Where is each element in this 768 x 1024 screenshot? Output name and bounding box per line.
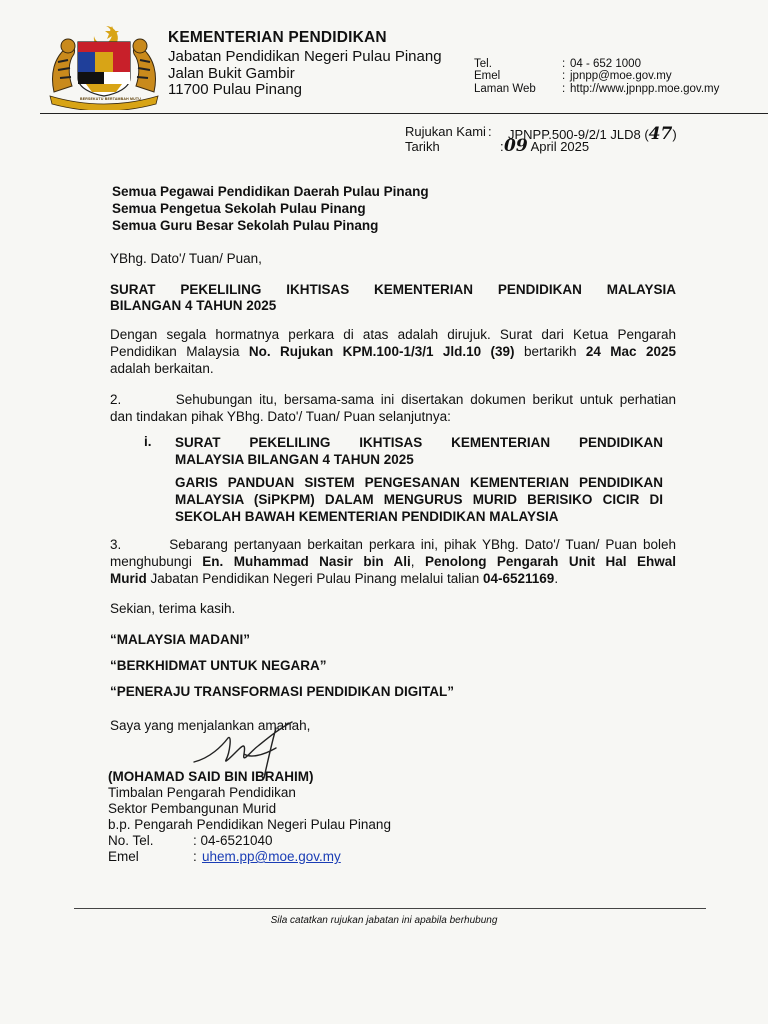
footer-note: Sila catatkan rujukan jabatan ini apabila berhubung (270, 915, 498, 926)
signatory-email-label: Emel (108, 849, 139, 864)
slogan: “PENERAJU TRANSFORMASI PENDIDIKAN DIGITAL” (110, 684, 455, 699)
recipient-line: Semua Pengetua Sekolah Pulau Pinang (112, 201, 366, 216)
date-month-year: April 2025 (530, 139, 590, 154)
list-marker: i. (144, 434, 152, 449)
list-item-2-line-3: SEKOLAH BAWAH KEMENTERIAN PENDIDIKAN MALAYSIA (175, 509, 559, 524)
contact-sep: : (562, 58, 566, 70)
text-run: bertarikh (514, 344, 586, 359)
contact-web-label: Laman Web (474, 83, 536, 95)
text-run: , (410, 554, 425, 569)
contact-person-title: Penolong Pengarah Unit Hal Ehwal (424, 554, 676, 569)
slogan: “MALAYSIA MADANI” (110, 632, 251, 647)
subject-line-1: SURAT PEKELILING IKHTISAS KEMENTERIAN PENDIDIKAN MALAYSIA (110, 282, 676, 297)
text-run: Pendidikan Malaysia (110, 344, 249, 359)
contact-phone: 04-6521169 (482, 571, 555, 586)
date-sep: : (500, 139, 504, 154)
signatory-tel-value: : 04-6521040 (193, 833, 273, 848)
list-item-2-line-1: GARIS PANDUAN SISTEM PENGESANAN KEMENTERIAN PENDIDIKAN (175, 475, 663, 490)
paragraph-3-line-3 (110, 570, 676, 587)
list-item-2-line-2: MALAYSIA (SiPKPM) DALAM MENGURUS MURID BERISIKO CICIR DI (175, 492, 663, 507)
address-line-2: 11700 Pulau Pinang (168, 81, 303, 98)
list-item-1-line-1: SURAT PEKELILING IKHTISAS KEMENTERIAN PENDIDIKAN (175, 435, 663, 450)
paragraph-1-line-2 (110, 343, 676, 360)
contact-sep: : (562, 83, 566, 95)
contact-tel-label: Tel. (474, 58, 492, 70)
recipient-line: Semua Pegawai Pendidikan Daerah Pulau Pinang (112, 184, 429, 199)
signatory-email-link[interactable]: uhem.pp@moe.gov.my (202, 849, 341, 864)
address-line-1: Jalan Bukit Gambir (168, 65, 295, 82)
closing-line: Sekian, terima kasih. (110, 601, 236, 616)
paragraph-2-line-1: 2. Sehubungan itu, bersama-sama ini disertakan dokumen berikut untuk perhatian (110, 392, 676, 407)
subject-line-2: BILANGAN 4 TAHUN 2025 (110, 298, 277, 313)
ministry-name: KEMENTERIAN PENDIDIKAN (168, 29, 387, 46)
text-run: . (554, 571, 559, 586)
contact-tel-value: 04 - 652 1000 (570, 58, 641, 70)
signatory-email-sep: : (193, 849, 197, 864)
salutation: YBhg. Dato'/ Tuan/ Puan, (110, 251, 262, 266)
rujukan-date: 24 Mac 2025 (585, 344, 676, 359)
header-divider (40, 113, 768, 114)
contact-email-label: Emel (474, 70, 501, 82)
text-run: menghubungi (110, 554, 203, 569)
recipient-line: Semua Guru Besar Sekolah Pulau Pinang (112, 218, 379, 233)
list-item-1-line-2: MALAYSIA BILANGAN 4 TAHUN 2025 (175, 452, 414, 467)
text-run: Jabatan Pendidikan Negeri Pulau Pinang melalui talian (146, 571, 483, 586)
paragraph-1-line-1: Dengan segala hormatnya perkara di atas adalah dirujuk. Surat dari Ketua Pengarah (110, 327, 676, 342)
reference-number: JPNPP.500-9/2/1 JLD8 ( (508, 127, 649, 142)
paragraph-3-line-2 (110, 553, 676, 570)
date-value (504, 136, 589, 156)
footer-divider (74, 908, 706, 909)
reference-sep: : (488, 124, 492, 139)
signatory-title-3: b.p. Pengarah Pendidikan Negeri Pulau Pinang (108, 817, 391, 832)
paragraph-2-line-2: dan tindakan pihak YBhg. Dato'/ Tuan/ Puan selanjutnya: (110, 409, 451, 424)
signatory-tel-label: No. Tel. (108, 833, 154, 848)
department-name: Jabatan Pendidikan Negeri Pulau Pinang (168, 48, 442, 65)
signatory-name: (MOHAMAD SAID BIN IBRAHIM) (108, 769, 314, 784)
contact-sep: : (562, 70, 566, 82)
crest-motto: BERSEKUTU BERTAMBAH MUTU (80, 97, 141, 101)
paragraph-3-line-1: 3. Sebarang pertanyaan berkaitan perkara ini, pihak YBhg. Dato'/ Tuan/ Puan boleh (110, 537, 676, 552)
reference-label: Rujukan Kami (405, 124, 486, 139)
date-label: Tarikh (405, 139, 440, 154)
sign-off: Saya yang menjalankan amanah, (110, 718, 311, 733)
paragraph-1-line-3: adalah berkaitan. (110, 361, 214, 376)
signatory-title-2: Sektor Pembangunan Murid (108, 801, 277, 816)
contact-web-value[interactable]: http://www.jpnpp.moe.gov.my (570, 83, 720, 95)
contact-email-value[interactable]: jpnpp@moe.gov.my (570, 70, 672, 82)
reference-close: ) (672, 127, 677, 142)
signatory-title-1: Timbalan Pengarah Pendidikan (108, 785, 296, 800)
slogan: “BERKHIDMAT UNTUK NEGARA” (110, 658, 327, 673)
contact-person-name: En. Muhammad Nasir bin Ali (202, 554, 411, 569)
contact-person-title-end: Murid (110, 571, 147, 586)
rujukan-number: No. Rujukan KPM.100-1/3/1 Jld.10 (39) (248, 344, 515, 359)
reference-handwritten: 47 (648, 124, 673, 144)
date-handwritten-day: 09 (504, 136, 528, 156)
